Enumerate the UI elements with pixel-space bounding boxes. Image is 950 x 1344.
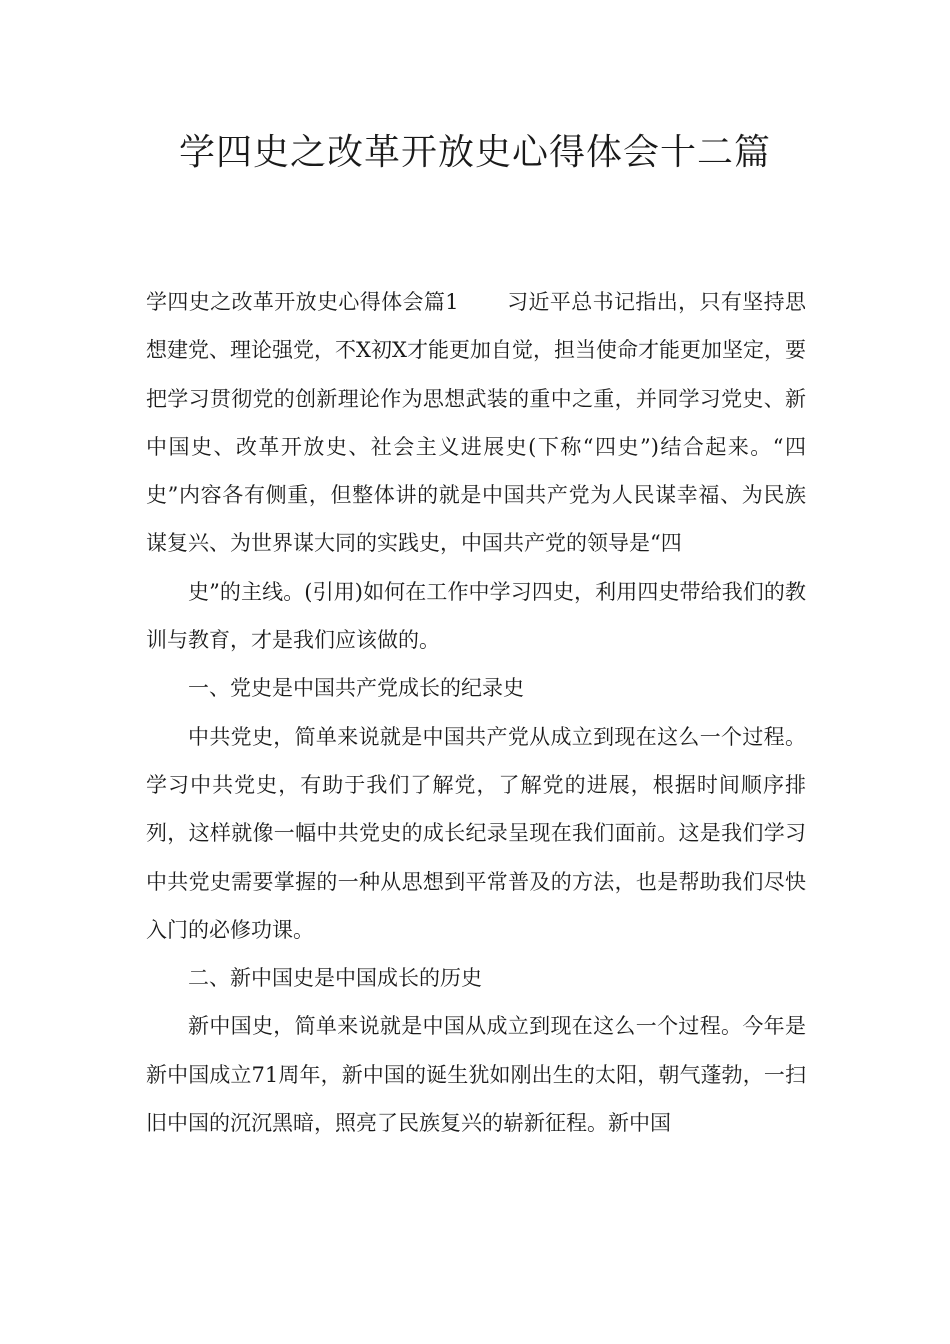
paragraph-3: 中共党史，简单来说就是中国共产党从成立到现在这么一个过程。学习中共党史，有助于我们了解党，了解党的进展，根据时间顺序排列，这样就像一幅中共党史的成长纪录呈现在我们面前。这是我们学习中共党史需要掌握的一种从思想到平常普及的方法，也是帮助我们尽快入门的必修功课。: [146, 724, 806, 942]
section-heading-1: 一、党史是中国共产党成长的纪录史: [188, 676, 524, 701]
intro-text: 习近平总书记指出，只有坚持思想建党、理论强党，不X初X才能更加自觉，担当使命才能更加坚定，要把学习贯彻党的创新理论作为思想武装的重中之重，并同学习党史、新中国史、改革开放史、社会主义进展史(下称“四史”)结合起来。“四史”内容各有侧重，但整体讲的就是中国共产党为人民谋幸福、为民族谋复兴、为世界谋大同的实践史，中国共产党的领导是“四: [146, 290, 806, 556]
section-heading-2: 二、新中国史是中国成长的历史: [188, 966, 482, 991]
document-body: [146, 278, 806, 1147]
paragraph-2: 史”的主线。(引用)如何在工作中学习四史，利用四史带给我们的教训与教育，才是我们应该做的。: [146, 579, 806, 653]
intro-paragraph: [146, 278, 806, 568]
document-title: 学四史之改革开放史心得体会十二篇: [178, 132, 771, 173]
intro-label: 学四史之改革开放史心得体会篇1: [146, 290, 459, 314]
paragraph-4: 新中国史，简单来说就是中国从成立到现在这么一个过程。今年是新中国成立71周年，新中国的诞生犹如刚出生的太阳，朝气蓬勃，一扫旧中国的沉沉黑暗，照亮了民族复兴的崭新征程。新中国: [146, 1014, 806, 1136]
